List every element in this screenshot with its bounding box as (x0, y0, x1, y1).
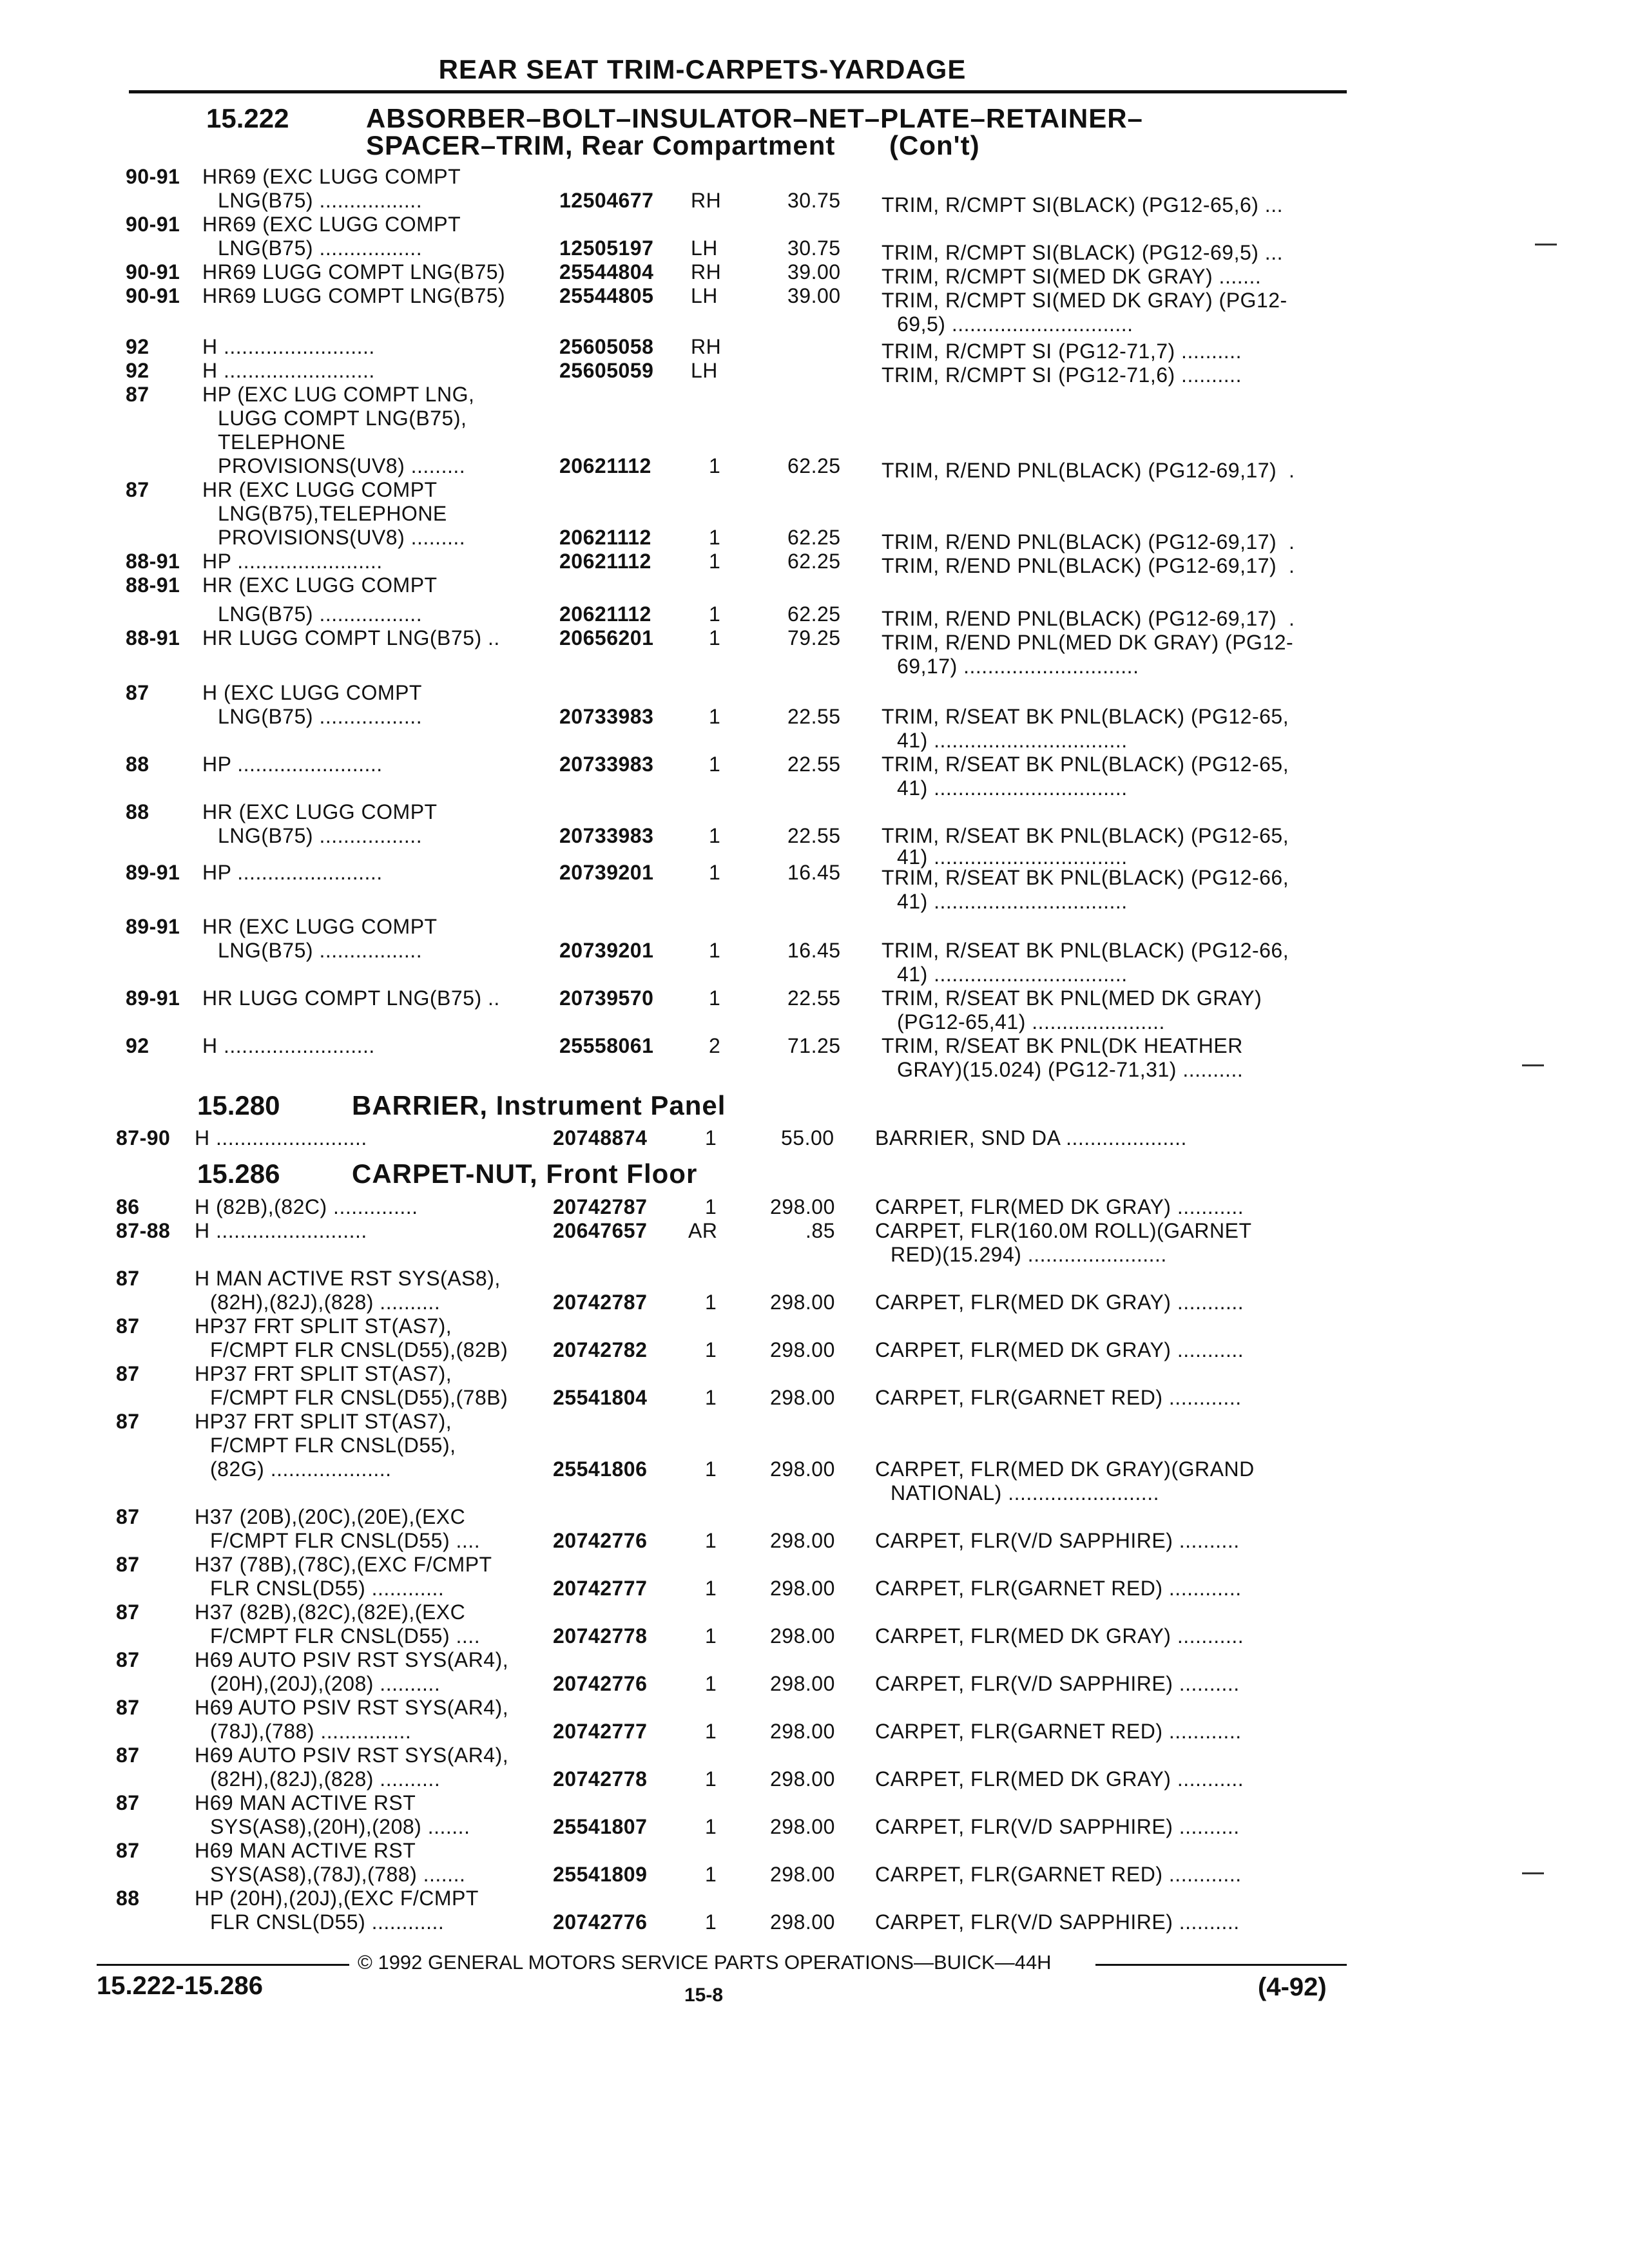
part-name: TRIM, R/CMPT SI(MED DK GRAY) (PG12- (882, 289, 1287, 312)
model-year: 87 (116, 1505, 140, 1528)
description: H69 AUTO PSIV RST SYS(AR4), (195, 1744, 509, 1767)
price: 298.00 (770, 1291, 835, 1314)
quantity: 1 (705, 1529, 717, 1552)
part-number: 20748874 (553, 1126, 648, 1149)
price: 298.00 (770, 1863, 835, 1886)
price: 22.55 (787, 753, 841, 776)
description: H69 AUTO PSIV RST SYS(AR4), (195, 1648, 509, 1671)
part-number: 12505197 (559, 236, 654, 260)
part-number: 20739201 (559, 939, 654, 962)
price: 298.00 (770, 1457, 835, 1481)
part-number: 25605058 (559, 335, 654, 358)
part-name: CARPET, FLR(V/D SAPPHIRE) .......... (875, 1815, 1240, 1838)
part-name: TRIM, R/END PNL(BLACK) (PG12-69,17) . (882, 530, 1295, 553)
part-name: CARPET, FLR(GARNET RED) ............ (875, 1720, 1242, 1743)
price: 298.00 (770, 1577, 835, 1600)
price: 298.00 (770, 1338, 835, 1361)
part-name: CARPET, FLR(160.0M ROLL)(GARNET (875, 1219, 1252, 1242)
part-number: 20621112 (559, 526, 651, 549)
model-year: 87 (126, 478, 149, 501)
part-name: 41) ................................ (897, 729, 1128, 752)
price: 71.25 (787, 1034, 841, 1057)
quantity: 1 (705, 1291, 717, 1314)
part-name: TRIM, R/CMPT SI (PG12-71,6) .......... (882, 363, 1242, 387)
quantity: 2 (709, 1034, 721, 1057)
quantity: 1 (709, 550, 721, 573)
model-year: 88 (116, 1887, 140, 1910)
part-number: 20742776 (553, 1529, 648, 1552)
part-number: 20733983 (559, 753, 654, 776)
quantity: 1 (709, 753, 721, 776)
model-year: 87-90 (116, 1126, 171, 1149)
page-title: REAR SEAT TRIM-CARPETS-YARDAGE (438, 54, 967, 84)
part-name: TRIM, R/END PNL(MED DK GRAY) (PG12- (882, 631, 1294, 654)
part-name: TRIM, R/END PNL(BLACK) (PG12-69,17) . (882, 459, 1295, 482)
footer-copyright: © 1992 GENERAL MOTORS SERVICE PARTS OPERATIONS—BUICK—44H (358, 1951, 1052, 1974)
quantity: LH (691, 359, 718, 382)
quantity: 1 (705, 1624, 717, 1648)
part-number: 20647657 (553, 1219, 648, 1242)
description: F/CMPT FLR CNSL(D55), (210, 1434, 456, 1457)
price: 22.55 (787, 986, 841, 1010)
quantity: 1 (705, 1195, 717, 1218)
section-title: CARPET-NUT, Front Floor (352, 1158, 698, 1189)
model-year: 90-91 (126, 284, 180, 307)
quantity: 1 (709, 526, 721, 549)
quantity: LH (691, 284, 718, 307)
part-name: TRIM, R/SEAT BK PNL(DK HEATHER (882, 1034, 1243, 1057)
section-title: SPACER–TRIM, Rear Compartment (366, 130, 836, 160)
part-number: 25541809 (553, 1863, 648, 1886)
part-name: CARPET, FLR(GARNET RED) ............ (875, 1386, 1242, 1409)
model-year: 87 (116, 1839, 140, 1862)
description: F/CMPT FLR CNSL(D55),(82B) (210, 1338, 508, 1361)
footer-section-range: 15.222-15.286 (97, 1972, 264, 2000)
model-year: 90-91 (126, 165, 180, 188)
price: 298.00 (770, 1910, 835, 1934)
price: 30.75 (787, 189, 841, 212)
description: H69 MAN ACTIVE RST (195, 1791, 416, 1814)
footer-rule-right (1095, 1964, 1347, 1966)
part-number: 20621112 (559, 550, 651, 573)
model-year: 87 (116, 1791, 140, 1814)
part-name: 69,5) .............................. (897, 312, 1133, 336)
description: FLR CNSL(D55) ............ (210, 1577, 445, 1600)
part-name: TRIM, R/SEAT BK PNL(BLACK) (PG12-66, (882, 866, 1289, 889)
description: LNG(B75),TELEPHONE (218, 502, 447, 525)
quantity: 1 (709, 454, 721, 477)
part-number: 25605059 (559, 359, 654, 382)
description: HR69 LUGG COMPT LNG(B75) (202, 284, 506, 307)
model-year: 87 (116, 1410, 140, 1433)
price: 62.25 (787, 526, 841, 549)
model-year: 87 (116, 1553, 140, 1576)
description: LNG(B75) ................. (218, 824, 423, 847)
description: H37 (82B),(82C),(82E),(EXC (195, 1600, 466, 1624)
section-number: 15.280 (197, 1090, 280, 1120)
part-number: 20733983 (559, 824, 654, 847)
quantity: 1 (705, 1457, 717, 1481)
model-year: 88 (126, 753, 149, 776)
description: HP37 FRT SPLIT ST(AS7), (195, 1410, 452, 1433)
part-number: 20742776 (553, 1672, 648, 1695)
description: HR LUGG COMPT LNG(B75) .. (202, 986, 500, 1010)
description: HR69 (EXC LUGG COMPT (202, 213, 461, 236)
description: H37 (20B),(20C),(20E),(EXC (195, 1505, 466, 1528)
footer-rule-left (97, 1964, 349, 1966)
part-name: 41) ................................ (897, 845, 1128, 869)
section-continued: (Con't) (889, 130, 980, 160)
part-number: 20742776 (553, 1910, 648, 1934)
part-name: CARPET, FLR(V/D SAPPHIRE) .......... (875, 1910, 1240, 1934)
price: 62.25 (787, 550, 841, 573)
part-number: 20742777 (553, 1720, 648, 1743)
margin-mark (1535, 244, 1557, 245)
quantity: 1 (709, 824, 721, 847)
price: 39.00 (787, 260, 841, 284)
description: HP ........................ (202, 550, 383, 573)
description: LUGG COMPT LNG(B75), (218, 407, 467, 430)
part-name: TRIM, R/CMPT SI (PG12-71,7) .......... (882, 340, 1242, 363)
part-number: 20733983 (559, 705, 654, 728)
part-number: 20739570 (559, 986, 654, 1010)
part-name: TRIM, R/CMPT SI(MED DK GRAY) ....... (882, 265, 1262, 288)
model-year: 87 (116, 1314, 140, 1338)
part-name: NATIONAL) ......................... (891, 1481, 1159, 1504)
description: HP (EXC LUG COMPT LNG, (202, 383, 475, 406)
description: HP ........................ (202, 753, 383, 776)
part-name: CARPET, FLR(MED DK GRAY) ........... (875, 1195, 1244, 1218)
description: (82H),(82J),(828) .......... (210, 1767, 441, 1791)
description: SYS(AS8),(78J),(788) ....... (210, 1863, 466, 1886)
part-number: 20742787 (553, 1195, 648, 1218)
part-name: CARPET, FLR(GARNET RED) ............ (875, 1577, 1242, 1600)
description: F/CMPT FLR CNSL(D55),(78B) (210, 1386, 508, 1409)
description: H ......................... (195, 1219, 367, 1242)
model-year: 88-91 (126, 550, 180, 573)
part-number: 25541807 (553, 1815, 648, 1838)
quantity: 1 (709, 939, 721, 962)
description: FLR CNSL(D55) ............ (210, 1910, 445, 1934)
price: .85 (805, 1219, 835, 1242)
part-number: 25544804 (559, 260, 654, 284)
section-number: 15.222 (206, 103, 289, 133)
part-name: GRAY)(15.024) (PG12-71,31) .......... (897, 1058, 1244, 1081)
part-number: 20742777 (553, 1577, 648, 1600)
margin-mark (1522, 1872, 1544, 1874)
part-name: 41) ................................ (897, 963, 1128, 986)
part-name: CARPET, FLR(V/D SAPPHIRE) .......... (875, 1529, 1240, 1552)
price: 298.00 (770, 1815, 835, 1838)
quantity: 1 (705, 1672, 717, 1695)
quantity: 1 (709, 861, 721, 884)
description: LNG(B75) ................. (218, 189, 423, 212)
description: H ......................... (195, 1126, 367, 1149)
part-name: (PG12-65,41) ...................... (897, 1010, 1165, 1033)
price: 62.25 (787, 454, 841, 477)
model-year: 92 (126, 359, 149, 382)
model-year: 87 (116, 1600, 140, 1624)
section-number: 15.286 (197, 1158, 280, 1189)
description: F/CMPT FLR CNSL(D55) .... (210, 1529, 481, 1552)
part-name: TRIM, R/SEAT BK PNL(BLACK) (PG12-66, (882, 939, 1289, 962)
description: H ......................... (202, 1034, 375, 1057)
part-name: CARPET, FLR(MED DK GRAY) ........... (875, 1767, 1244, 1791)
quantity: 1 (705, 1815, 717, 1838)
model-year: 92 (126, 335, 149, 358)
part-name: CARPET, FLR(V/D SAPPHIRE) .......... (875, 1672, 1240, 1695)
description: H69 MAN ACTIVE RST (195, 1839, 416, 1862)
description: LNG(B75) ................. (218, 602, 423, 626)
quantity: RH (691, 260, 722, 284)
price: 298.00 (770, 1767, 835, 1791)
model-year: 87-88 (116, 1219, 171, 1242)
header-rule (129, 90, 1347, 93)
part-number: 25541806 (553, 1457, 648, 1481)
margin-mark (1522, 1064, 1544, 1066)
description: (82H),(82J),(828) .......... (210, 1291, 441, 1314)
model-year: 87 (116, 1267, 140, 1290)
description: H69 AUTO PSIV RST SYS(AR4), (195, 1696, 509, 1719)
quantity: 1 (705, 1338, 717, 1361)
quantity: 1 (705, 1577, 717, 1600)
quantity: RH (691, 335, 722, 358)
model-year: 86 (116, 1195, 140, 1218)
price: 298.00 (770, 1672, 835, 1695)
price: 79.25 (787, 626, 841, 649)
model-year: 89-91 (126, 986, 180, 1010)
quantity: 1 (709, 986, 721, 1010)
description: HP37 FRT SPLIT ST(AS7), (195, 1362, 452, 1385)
quantity: 1 (705, 1863, 717, 1886)
price: 22.55 (787, 705, 841, 728)
description: LNG(B75) ................. (218, 939, 423, 962)
quantity: 1 (705, 1767, 717, 1791)
description: (20H),(20J),(208) .......... (210, 1672, 441, 1695)
part-name: RED)(15.294) ....................... (891, 1243, 1167, 1266)
quantity: 1 (705, 1386, 717, 1409)
quantity: 1 (705, 1126, 717, 1149)
part-name: TRIM, R/SEAT BK PNL(MED DK GRAY) (882, 986, 1262, 1010)
quantity: LH (691, 236, 718, 260)
price: 62.25 (787, 602, 841, 626)
price: 298.00 (770, 1195, 835, 1218)
model-year: 88-91 (126, 626, 180, 649)
description: HP37 FRT SPLIT ST(AS7), (195, 1314, 452, 1338)
model-year: 90-91 (126, 260, 180, 284)
model-year: 87 (116, 1362, 140, 1385)
part-number: 25544805 (559, 284, 654, 307)
description: LNG(B75) ................. (218, 236, 423, 260)
page-number: 15-8 (684, 1984, 724, 2006)
model-year: 87 (116, 1744, 140, 1767)
description: PROVISIONS(UV8) ......... (218, 526, 466, 549)
part-name: 41) ................................ (897, 776, 1128, 800)
model-year: 87 (116, 1648, 140, 1671)
description: H ......................... (202, 359, 375, 382)
description: H MAN ACTIVE RST SYS(AS8), (195, 1267, 501, 1290)
part-name: BARRIER, SND DA .................... (875, 1126, 1187, 1149)
part-number: 20742782 (553, 1338, 648, 1361)
description: TELEPHONE (218, 430, 346, 454)
model-year: 88 (126, 800, 149, 823)
part-name: TRIM, R/SEAT BK PNL(BLACK) (PG12-65, (882, 705, 1289, 728)
model-year: 89-91 (126, 915, 180, 938)
description: (82G) .................... (210, 1457, 392, 1481)
part-name: TRIM, R/SEAT BK PNL(BLACK) (PG12-65, (882, 824, 1289, 847)
part-name: TRIM, R/END PNL(BLACK) (PG12-69,17) . (882, 554, 1295, 577)
section-title: BARRIER, Instrument Panel (352, 1090, 726, 1120)
price: 298.00 (770, 1529, 835, 1552)
price: 55.00 (781, 1126, 834, 1149)
description: HR69 (EXC LUGG COMPT (202, 165, 461, 188)
quantity: 1 (705, 1910, 717, 1934)
part-name: CARPET, FLR(MED DK GRAY) ........... (875, 1338, 1244, 1361)
price: 298.00 (770, 1624, 835, 1648)
part-number: 20742778 (553, 1767, 648, 1791)
description: HP (20H),(20J),(EXC F/CMPT (195, 1887, 479, 1910)
quantity: 1 (709, 602, 721, 626)
part-number: 12504677 (559, 189, 654, 212)
part-name: TRIM, R/CMPT SI(BLACK) (PG12-69,5) ... (882, 241, 1283, 264)
model-year: 90-91 (126, 213, 180, 236)
part-name: CARPET, FLR(GARNET RED) ............ (875, 1863, 1242, 1886)
description: H (82B),(82C) .............. (195, 1195, 418, 1218)
price: 39.00 (787, 284, 841, 307)
part-number: 20621112 (559, 454, 651, 477)
description: HR (EXC LUGG COMPT (202, 478, 438, 501)
description: H37 (78B),(78C),(EXC F/CMPT (195, 1553, 492, 1576)
part-name: CARPET, FLR(MED DK GRAY) ........... (875, 1624, 1244, 1648)
description: HR69 LUGG COMPT LNG(B75) (202, 260, 506, 284)
model-year: 87 (116, 1696, 140, 1719)
model-year: 88-91 (126, 573, 180, 597)
part-name: CARPET, FLR(MED DK GRAY) ........... (875, 1291, 1244, 1314)
description: H (EXC LUGG COMPT (202, 681, 422, 704)
part-number: 20742787 (553, 1291, 648, 1314)
description: SYS(AS8),(20H),(208) ....... (210, 1815, 470, 1838)
description: H ......................... (202, 335, 375, 358)
price: 30.75 (787, 236, 841, 260)
part-number: 20742778 (553, 1624, 648, 1648)
model-year: 92 (126, 1034, 149, 1057)
quantity: RH (691, 189, 722, 212)
part-name: TRIM, R/CMPT SI(BLACK) (PG12-65,6) ... (882, 193, 1283, 216)
section-title: ABSORBER–BOLT–INSULATOR–NET–PLATE–RETAINER– (366, 103, 1143, 133)
description: HR (EXC LUGG COMPT (202, 915, 438, 938)
price: 298.00 (770, 1386, 835, 1409)
part-name: 41) ................................ (897, 890, 1128, 913)
part-name: TRIM, R/END PNL(BLACK) (PG12-69,17) . (882, 607, 1295, 630)
part-number: 25541804 (553, 1386, 648, 1409)
model-year: 89-91 (126, 861, 180, 884)
part-number: 20656201 (559, 626, 654, 649)
description: F/CMPT FLR CNSL(D55) .... (210, 1624, 481, 1648)
part-name: TRIM, R/SEAT BK PNL(BLACK) (PG12-65, (882, 753, 1289, 776)
part-name: 69,17) ............................. (897, 655, 1139, 678)
quantity: 1 (709, 626, 721, 649)
price: 298.00 (770, 1720, 835, 1743)
price: 16.45 (787, 939, 841, 962)
part-number: 25558061 (559, 1034, 654, 1057)
description: (78J),(788) ............... (210, 1720, 412, 1743)
price: 22.55 (787, 824, 841, 847)
quantity: 1 (705, 1720, 717, 1743)
quantity: AR (688, 1219, 718, 1242)
description: HR (EXC LUGG COMPT (202, 573, 438, 597)
price: 16.45 (787, 861, 841, 884)
model-year: 87 (126, 681, 149, 704)
part-number: 20621112 (559, 602, 651, 626)
description: HR (EXC LUGG COMPT (202, 800, 438, 823)
model-year: 87 (126, 383, 149, 406)
description: PROVISIONS(UV8) ......... (218, 454, 466, 477)
part-number: 20739201 (559, 861, 654, 884)
description: HP ........................ (202, 861, 383, 884)
description: LNG(B75) ................. (218, 705, 423, 728)
quantity: 1 (709, 705, 721, 728)
description: HR LUGG COMPT LNG(B75) .. (202, 626, 500, 649)
part-name: CARPET, FLR(MED DK GRAY)(GRAND (875, 1457, 1255, 1481)
footer-date: (4-92) (1258, 1973, 1327, 2001)
